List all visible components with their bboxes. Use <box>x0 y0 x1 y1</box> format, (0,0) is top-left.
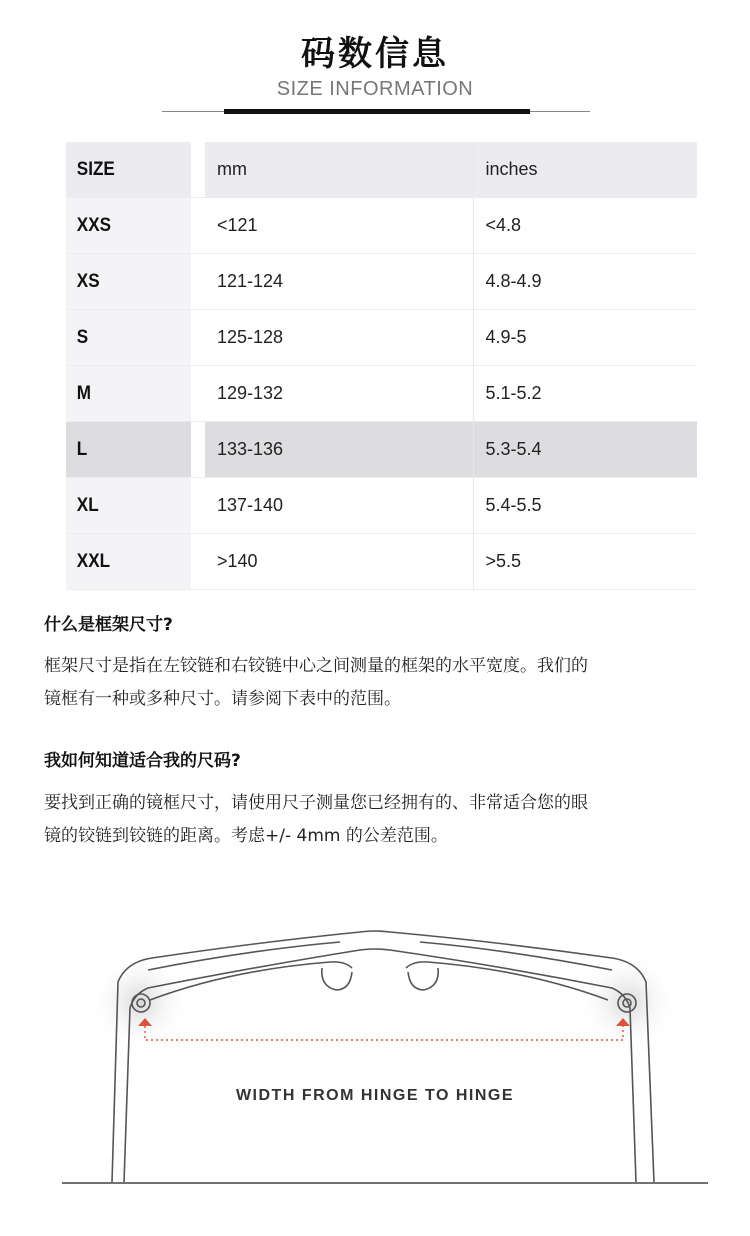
column-header-size: SIZE <box>66 142 191 198</box>
table-row <box>66 478 697 534</box>
mm-cell: <121 <box>205 198 473 254</box>
mm-cell: >140 <box>205 534 473 590</box>
answer-line: 框架尺寸是指在左铰链和右铰链中心之间测量的框架的水平宽度。我们的 <box>44 656 588 676</box>
inches-cell: 5.4-5.5 <box>473 478 697 534</box>
inches-cell: 5.3-5.4 <box>473 422 697 478</box>
table-row <box>66 366 697 422</box>
size-cell: XS <box>66 254 191 310</box>
inches-cell: 5.1-5.2 <box>473 366 697 422</box>
table-row <box>66 254 697 310</box>
mm-cell: 133-136 <box>205 422 473 478</box>
page-title: 码数信息 <box>301 34 449 74</box>
table-row-highlighted <box>66 422 697 478</box>
answer-line: 镜框有一种或多种尺寸。请参阅下表中的范围。 <box>44 689 401 709</box>
title-underline <box>224 109 530 114</box>
inches-cell: >5.5 <box>473 534 697 590</box>
glasses-frame-icon <box>112 931 654 1182</box>
size-cell: XXL <box>66 534 191 590</box>
hinge-highlight-left <box>90 952 190 1052</box>
answer-line: 镜的铰链到铰链的距离。考虑+/- 4mm 的公差范围。 <box>44 826 448 846</box>
size-cell: XXS <box>66 198 191 254</box>
measurement-dotted-line <box>145 1026 623 1040</box>
diagram-label: WIDTH FROM HINGE TO HINGE <box>235 1087 515 1104</box>
size-cell: M <box>66 366 191 422</box>
faq-answer-find-size <box>44 787 724 853</box>
faq-answer-frame-size <box>44 650 724 716</box>
table-row <box>66 310 697 366</box>
inches-cell: 4.9-5 <box>473 310 697 366</box>
table-row <box>66 198 697 254</box>
inches-cell: 4.8-4.9 <box>473 254 697 310</box>
mm-cell: 121-124 <box>205 254 473 310</box>
size-cell: L <box>66 422 191 478</box>
size-table <box>66 142 697 590</box>
mm-cell: 137-140 <box>205 478 473 534</box>
faq-question-find-size: 我如何知道适合我的尺码? <box>44 751 241 771</box>
mm-cell: 129-132 <box>205 366 473 422</box>
size-cell: XL <box>66 478 191 534</box>
table-row <box>66 534 697 590</box>
size-cell: S <box>66 310 191 366</box>
mm-cell: 125-128 <box>205 310 473 366</box>
inches-cell: <4.8 <box>473 198 697 254</box>
answer-line: 要找到正确的镜框尺寸，请使用尺子测量您已经拥有的、非常适合您的眼 <box>44 793 588 813</box>
column-header-mm: mm <box>205 142 473 198</box>
column-header-inches: inches <box>473 142 697 198</box>
page-subtitle: SIZE INFORMATION <box>276 78 474 100</box>
faq-question-frame-size: 什么是框架尺寸? <box>44 615 173 635</box>
table-header-row <box>66 142 697 198</box>
glasses-width-diagram <box>0 880 750 1200</box>
